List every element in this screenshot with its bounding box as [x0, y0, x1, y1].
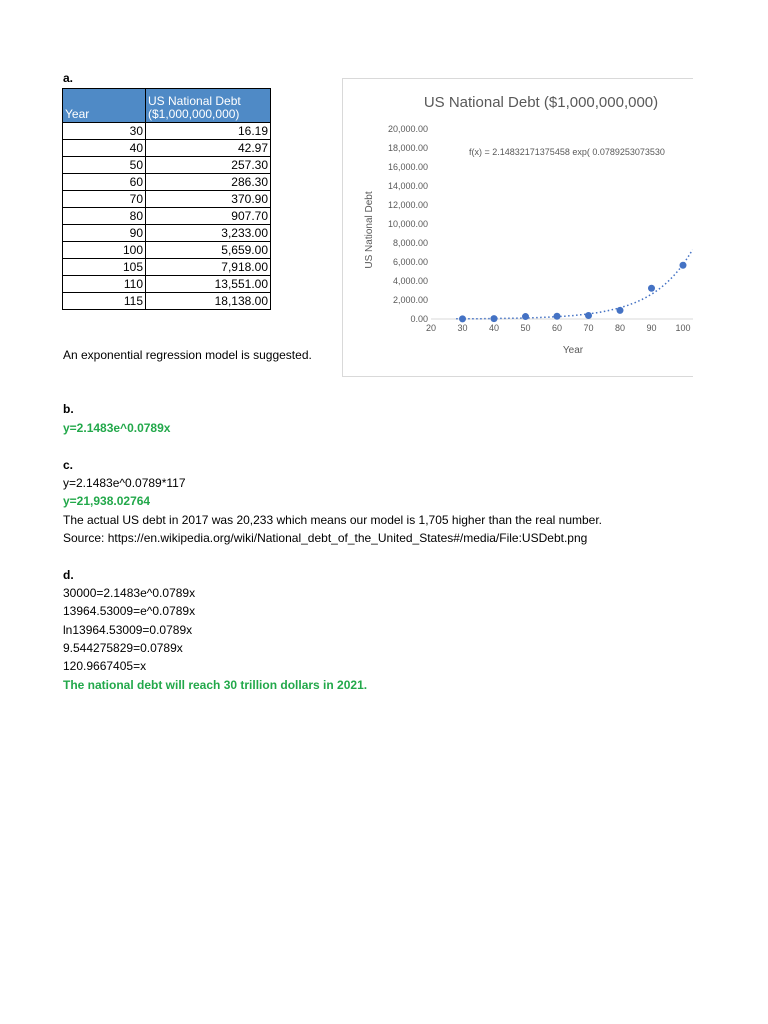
conclusion-text: The national debt will reach 30 trillion dollars in 2021.	[63, 678, 368, 692]
x-tick-label: 50	[520, 323, 531, 333]
year-cell: 110	[63, 276, 146, 293]
year-cell: 115	[63, 293, 146, 310]
source-text: Source: https://en.wikipedia.org/wiki/National_debt_of_the_United_States#/media/File:USDebt.png	[63, 531, 588, 545]
section-a-label: a.	[63, 71, 74, 85]
debt-cell: 13,551.00	[146, 276, 271, 293]
data-points	[459, 262, 687, 323]
debt-cell: 7,918.00	[146, 259, 271, 276]
table-row	[63, 140, 271, 157]
y-tick-label: 18,000.00	[387, 143, 428, 153]
y-tick-label: 6,000.00	[392, 257, 428, 267]
solution-step: 120.9667405=x	[63, 659, 147, 674]
x-axis-label: Year	[562, 345, 584, 356]
y-tick-label: 16,000.00	[387, 162, 428, 172]
debt-cell: 42.97	[146, 140, 271, 157]
table-row	[63, 276, 271, 293]
table-row	[63, 293, 271, 310]
y-tick-labels	[388, 124, 428, 324]
year-cell: 40	[63, 140, 146, 157]
section-b-label: b.	[63, 402, 74, 416]
debt-cell: 3,233.00	[146, 225, 271, 242]
year-cell: 60	[63, 174, 146, 191]
table-row	[63, 157, 271, 174]
y-tick-label: 20,000.00	[387, 124, 428, 134]
table-row	[63, 259, 271, 276]
y-tick-label: 14,000.00	[387, 181, 428, 191]
table-row	[63, 208, 271, 225]
header-year: Year	[63, 89, 146, 123]
x-tick-label: 80	[614, 323, 626, 333]
x-tick-label: 70	[583, 323, 594, 333]
header-debt: US National Debt ($1,000,000,000)	[146, 89, 271, 123]
table-row	[63, 123, 271, 140]
table-row	[63, 191, 271, 208]
x-tick-label: 100	[675, 323, 691, 333]
year-cell: 105	[63, 259, 146, 276]
y-tick-label: 10,000.00	[387, 219, 428, 229]
x-tick-label: 20	[425, 323, 437, 333]
year-cell: 90	[63, 225, 146, 242]
chart-title: US National Debt ($1,000,000,000)	[423, 94, 659, 111]
debt-cell: 16.19	[146, 123, 271, 140]
debt-cell: 18,138.00	[146, 293, 271, 310]
year-cell: 70	[63, 191, 146, 208]
trendline-equation: f(x) = 2.14832171375458 exp( 0.0789253073530	[469, 147, 665, 157]
solution-step: 9.544275829=0.0789x	[63, 640, 183, 655]
data-point	[680, 262, 687, 269]
x-tick-label: 90	[646, 323, 657, 333]
y-tick-label: 12,000.00	[387, 200, 428, 210]
scatter-chart	[343, 79, 693, 376]
y-tick-label: 2,000.00	[392, 295, 428, 305]
data-point	[522, 313, 529, 320]
data-point	[648, 285, 655, 292]
x-tick-label: 30	[457, 323, 468, 333]
debt-table	[62, 88, 271, 310]
trendline	[456, 250, 692, 319]
table-header-row	[63, 89, 271, 123]
y-axis-label: US National Debt	[364, 191, 375, 269]
debt-cell: 370.90	[146, 191, 271, 208]
section-c-label: c.	[63, 458, 74, 472]
debt-cell: 907.70	[146, 208, 271, 225]
y-tick-label: 4,000.00	[392, 276, 428, 286]
solution-step: 30000=2.1483e^0.0789x	[63, 586, 196, 600]
data-point	[554, 313, 561, 320]
regression-note: An exponential regression model is suggested.	[63, 348, 312, 362]
solution-step: ln13964.53009=0.0789x	[63, 622, 193, 637]
year-cell: 100	[63, 242, 146, 259]
year-cell: 80	[63, 208, 146, 225]
debt-cell: 286.30	[146, 174, 271, 191]
chart-container	[342, 78, 693, 377]
prediction-equation: y=2.1483e^0.0789*117	[63, 476, 186, 490]
x-tick-label: 40	[488, 323, 500, 333]
table-row	[63, 225, 271, 242]
y-tick-label: 0.00	[410, 314, 428, 324]
model-equation: y=2.1483e^0.0789x	[63, 421, 171, 435]
section-d-label: d.	[63, 568, 74, 582]
prediction-result: y=21,938.02764	[63, 494, 151, 508]
table-row	[63, 174, 271, 191]
comparison-text: The actual US debt in 2017 was 20,233 which means our model is 1,705 higher than the real number.	[63, 513, 602, 527]
x-tick-label: 60	[551, 323, 563, 333]
data-point	[459, 315, 466, 322]
debt-cell: 5,659.00	[146, 242, 271, 259]
year-cell: 30	[63, 123, 146, 140]
table-row	[63, 242, 271, 259]
year-cell: 50	[63, 157, 146, 174]
y-tick-label: 8,000.00	[392, 238, 428, 248]
data-point	[617, 307, 624, 314]
solution-step: 13964.53009=e^0.0789x	[63, 604, 196, 619]
table-body	[63, 123, 271, 310]
debt-cell: 257.30	[146, 157, 271, 174]
data-point	[491, 315, 498, 322]
data-point	[585, 312, 592, 319]
x-tick-labels	[426, 323, 691, 333]
